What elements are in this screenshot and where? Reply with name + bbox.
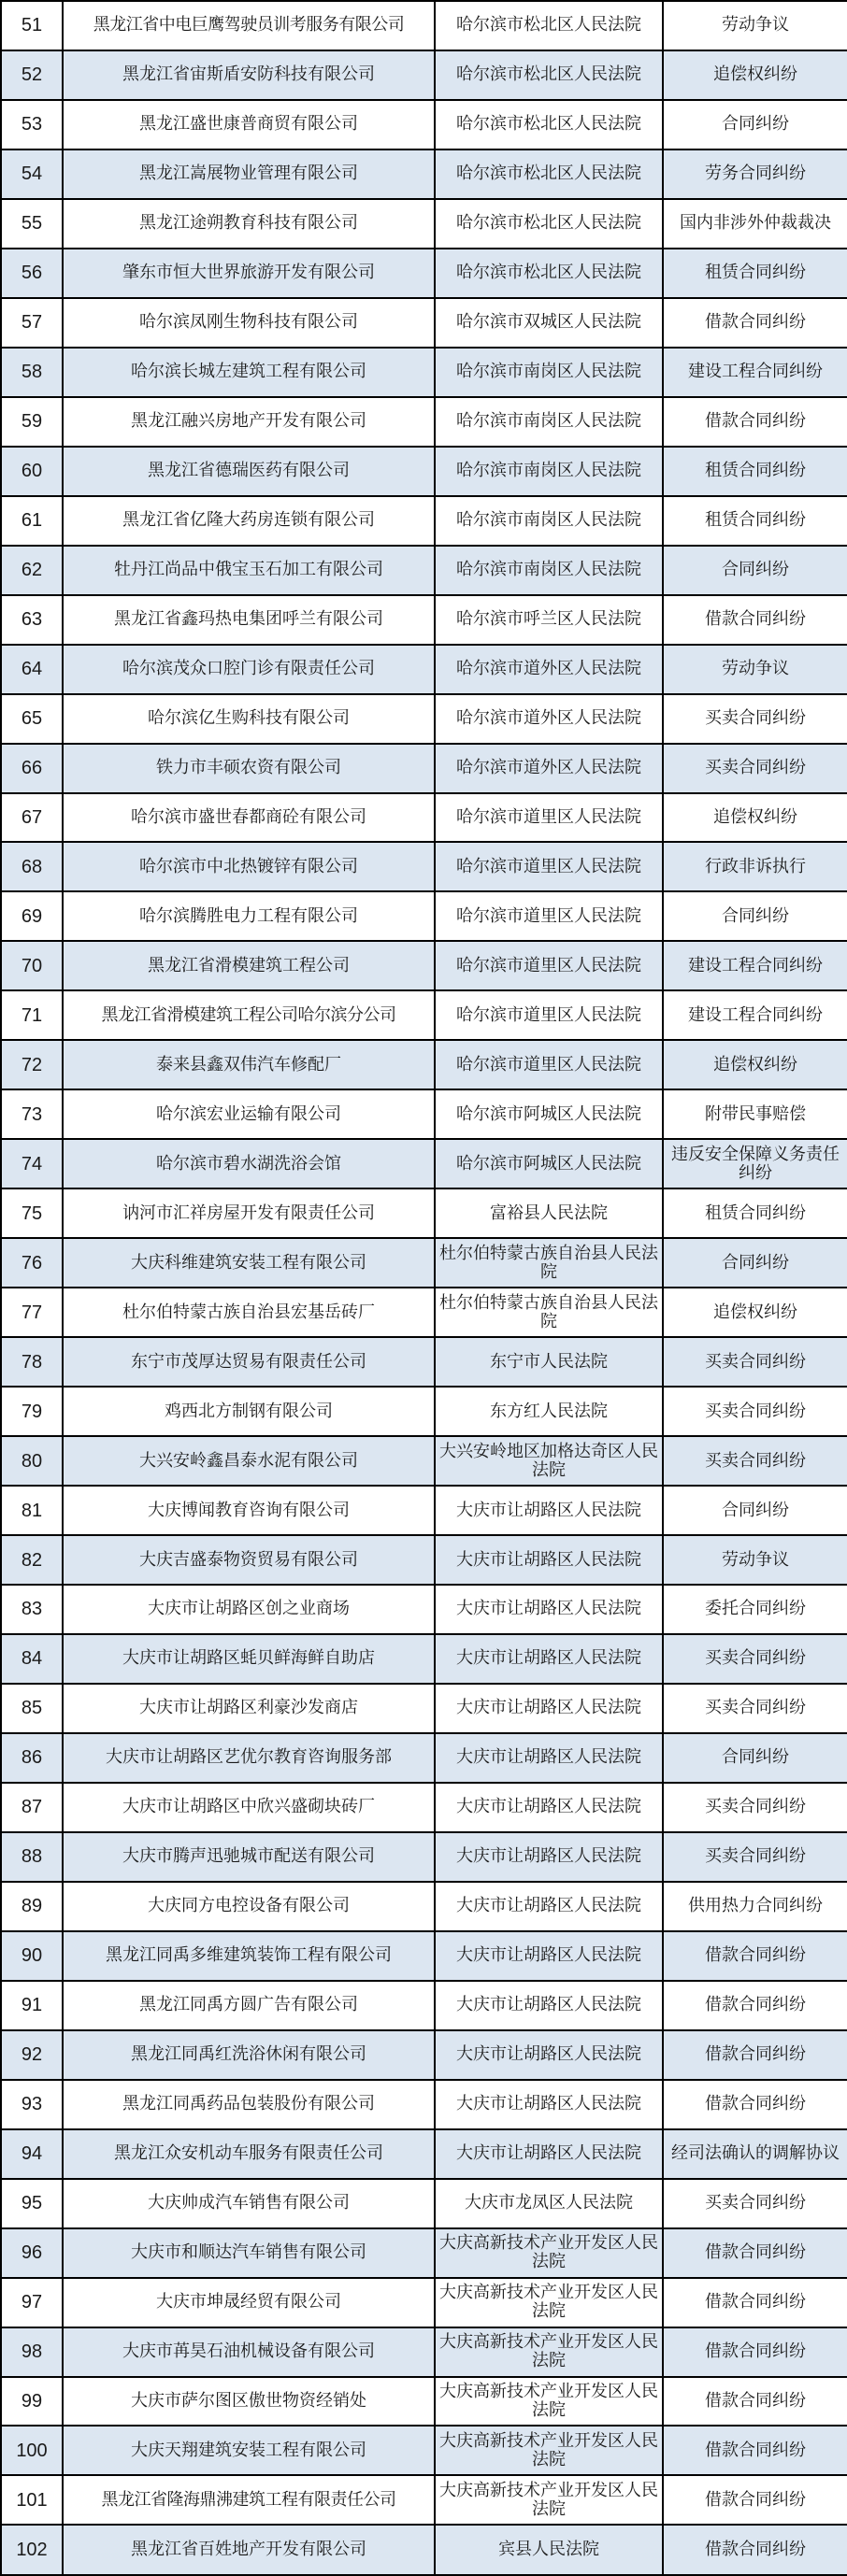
company-name: 大庆市坤晟经贸有限公司	[63, 2278, 435, 2327]
row-number: 72	[1, 1040, 63, 1089]
court-name: 大庆市让胡路区人民法院	[435, 1535, 663, 1585]
court-name: 大庆市让胡路区人民法院	[435, 2129, 663, 2179]
case-type: 买卖合同纠纷	[663, 694, 847, 744]
case-type: 借款合同纠纷	[663, 397, 847, 447]
row-number: 91	[1, 1981, 63, 2030]
table-row	[1, 1634, 847, 1684]
table-row	[1, 1684, 847, 1733]
company-name: 黑龙江融兴房地产开发有限公司	[63, 397, 435, 447]
company-name: 哈尔滨腾胜电力工程有限公司	[63, 891, 435, 941]
court-name: 大庆市让胡路区人民法院	[435, 1634, 663, 1684]
table-row	[1, 891, 847, 941]
case-type: 追偿权纠纷	[663, 1288, 847, 1337]
row-number: 51	[1, 1, 63, 50]
table-row	[1, 2179, 847, 2228]
company-name: 黑龙江省百姓地产开发有限公司	[63, 2525, 435, 2575]
court-name: 哈尔滨市道里区人民法院	[435, 1040, 663, 1089]
row-number: 73	[1, 1089, 63, 1139]
table-row	[1, 1486, 847, 1535]
table-row	[1, 2525, 847, 2575]
company-name: 大庆市让胡路区利豪沙发商店	[63, 1684, 435, 1733]
case-type: 劳动争议	[663, 1, 847, 50]
court-name: 大庆市让胡路区人民法院	[435, 2080, 663, 2129]
case-type: 合同纠纷	[663, 1238, 847, 1288]
company-name: 东宁市茂厚达贸易有限责任公司	[63, 1337, 435, 1387]
court-name: 哈尔滨市道里区人民法院	[435, 793, 663, 843]
table-row	[1, 447, 847, 496]
case-type: 买卖合同纠纷	[663, 744, 847, 793]
company-name: 大庆天翔建筑安装工程有限公司	[63, 2426, 435, 2475]
court-name: 杜尔伯特蒙古族自治县人民法院	[435, 1238, 663, 1288]
row-number: 95	[1, 2179, 63, 2228]
company-name: 黑龙江途朔教育科技有限公司	[63, 199, 435, 249]
case-type: 追偿权纠纷	[663, 793, 847, 843]
table-row	[1, 546, 847, 595]
row-number: 75	[1, 1188, 63, 1238]
court-name: 哈尔滨市道外区人民法院	[435, 694, 663, 744]
case-type: 借款合同纠纷	[663, 2475, 847, 2525]
table-row	[1, 1585, 847, 1634]
court-name: 哈尔滨市松北区人民法院	[435, 50, 663, 100]
company-name: 牡丹江尚品中俄宝玉石加工有限公司	[63, 546, 435, 595]
court-name: 哈尔滨市阿城区人民法院	[435, 1089, 663, 1139]
row-number: 84	[1, 1634, 63, 1684]
company-name: 黑龙江省鑫玛热电集团呼兰有限公司	[63, 595, 435, 645]
case-type: 借款合同纠纷	[663, 2327, 847, 2377]
company-name: 泰来县鑫双伟汽车修配厂	[63, 1040, 435, 1089]
row-number: 85	[1, 1684, 63, 1733]
court-name: 哈尔滨市松北区人民法院	[435, 100, 663, 149]
row-number: 78	[1, 1337, 63, 1387]
table-row	[1, 2377, 847, 2427]
case-type: 借款合同纠纷	[663, 2278, 847, 2327]
table-row	[1, 595, 847, 645]
company-name: 哈尔滨市碧水湖洗浴会馆	[63, 1139, 435, 1188]
case-type: 买卖合同纠纷	[663, 2179, 847, 2228]
court-name: 哈尔滨市道外区人民法院	[435, 744, 663, 793]
row-number: 61	[1, 496, 63, 546]
row-number: 100	[1, 2426, 63, 2475]
row-number: 70	[1, 941, 63, 990]
case-type: 买卖合同纠纷	[663, 1783, 847, 1832]
table-row	[1, 1188, 847, 1238]
row-number: 82	[1, 1535, 63, 1585]
company-name: 大庆市让胡路区艺优尔教育咨询服务部	[63, 1733, 435, 1783]
table-row	[1, 1337, 847, 1387]
table-row	[1, 2327, 847, 2377]
company-name: 大庆同方电控设备有限公司	[63, 1882, 435, 1931]
company-name: 黑龙江同禹多维建筑装饰工程有限公司	[63, 1931, 435, 1981]
case-type: 建设工程合同纠纷	[663, 348, 847, 397]
row-number: 88	[1, 1832, 63, 1882]
case-type: 买卖合同纠纷	[663, 1337, 847, 1387]
table-row	[1, 249, 847, 298]
table-row	[1, 2129, 847, 2179]
company-name: 黑龙江同禹方圆广告有限公司	[63, 1981, 435, 2030]
case-type: 追偿权纠纷	[663, 1040, 847, 1089]
row-number: 55	[1, 199, 63, 249]
row-number: 67	[1, 793, 63, 843]
company-name: 大兴安岭鑫昌泰水泥有限公司	[63, 1436, 435, 1486]
case-type: 借款合同纠纷	[663, 1981, 847, 2030]
row-number: 98	[1, 2327, 63, 2377]
case-type: 国内非涉外仲裁裁决	[663, 199, 847, 249]
court-name: 大庆市让胡路区人民法院	[435, 1585, 663, 1634]
case-type: 违反安全保障义务责任纠纷	[663, 1139, 847, 1188]
row-number: 83	[1, 1585, 63, 1634]
case-type: 买卖合同纠纷	[663, 1832, 847, 1882]
company-name: 哈尔滨茂众口腔门诊有限责任公司	[63, 645, 435, 694]
case-type: 行政非诉执行	[663, 842, 847, 891]
case-type: 供用热力合同纠纷	[663, 1882, 847, 1931]
company-name: 黑龙江盛世康普商贸有限公司	[63, 100, 435, 149]
case-type: 借款合同纠纷	[663, 2030, 847, 2080]
company-name: 哈尔滨市盛世春都商砼有限公司	[63, 793, 435, 843]
row-number: 77	[1, 1288, 63, 1337]
case-type: 合同纠纷	[663, 546, 847, 595]
row-number: 52	[1, 50, 63, 100]
company-name: 大庆市苒昊石油机械设备有限公司	[63, 2327, 435, 2377]
court-name: 哈尔滨市南岗区人民法院	[435, 496, 663, 546]
company-name: 杜尔伯特蒙古族自治县宏基岳砖厂	[63, 1288, 435, 1337]
court-name: 哈尔滨市阿城区人民法院	[435, 1139, 663, 1188]
row-number: 80	[1, 1436, 63, 1486]
case-type: 借款合同纠纷	[663, 2525, 847, 2575]
table-row	[1, 1832, 847, 1882]
table-row	[1, 1931, 847, 1981]
row-number: 58	[1, 348, 63, 397]
row-number: 62	[1, 546, 63, 595]
table-row	[1, 2278, 847, 2327]
case-type: 借款合同纠纷	[663, 595, 847, 645]
company-name: 黑龙江省滑模建筑工程公司哈尔滨分公司	[63, 990, 435, 1040]
court-name: 哈尔滨市南岗区人民法院	[435, 546, 663, 595]
court-name: 大庆高新技术产业开发区人民法院	[435, 2426, 663, 2475]
court-name: 哈尔滨市松北区人民法院	[435, 249, 663, 298]
table-row	[1, 1089, 847, 1139]
company-name: 大庆市萨尔图区傲世物资经销处	[63, 2377, 435, 2427]
table-row	[1, 1436, 847, 1486]
table-row	[1, 793, 847, 843]
row-number: 92	[1, 2030, 63, 2080]
row-number: 71	[1, 990, 63, 1040]
company-name: 鸡西北方制钢有限公司	[63, 1387, 435, 1436]
row-number: 96	[1, 2228, 63, 2278]
case-type: 租赁合同纠纷	[663, 1188, 847, 1238]
case-type: 建设工程合同纠纷	[663, 941, 847, 990]
court-name: 哈尔滨市道外区人民法院	[435, 645, 663, 694]
case-type: 合同纠纷	[663, 1486, 847, 1535]
row-number: 56	[1, 249, 63, 298]
court-name: 大庆市让胡路区人民法院	[435, 1832, 663, 1882]
case-type: 买卖合同纠纷	[663, 1684, 847, 1733]
table-row	[1, 2080, 847, 2129]
court-name: 大庆市让胡路区人民法院	[435, 1783, 663, 1832]
table-row	[1, 199, 847, 249]
company-name: 大庆市让胡路区中欣兴盛砌块砖厂	[63, 1783, 435, 1832]
company-name: 肇东市恒大世界旅游开发有限公司	[63, 249, 435, 298]
company-name: 大庆吉盛泰物资贸易有限公司	[63, 1535, 435, 1585]
row-number: 90	[1, 1931, 63, 1981]
case-type: 委托合同纠纷	[663, 1585, 847, 1634]
company-name: 哈尔滨宏业运输有限公司	[63, 1089, 435, 1139]
row-number: 79	[1, 1387, 63, 1436]
case-type: 劳动争议	[663, 1535, 847, 1585]
table-row	[1, 1733, 847, 1783]
court-name: 东方红人民法院	[435, 1387, 663, 1436]
company-name: 黑龙江省亿隆大药房连锁有限公司	[63, 496, 435, 546]
table-row	[1, 1238, 847, 1288]
case-type: 借款合同纠纷	[663, 2080, 847, 2129]
row-number: 97	[1, 2278, 63, 2327]
court-name: 大庆高新技术产业开发区人民法院	[435, 2228, 663, 2278]
case-type: 借款合同纠纷	[663, 1931, 847, 1981]
row-number: 101	[1, 2475, 63, 2525]
table-row	[1, 1139, 847, 1188]
court-name: 大庆高新技术产业开发区人民法院	[435, 2377, 663, 2427]
table-row	[1, 1783, 847, 1832]
company-name: 黑龙江省德瑞医药有限公司	[63, 447, 435, 496]
court-name: 哈尔滨市松北区人民法院	[435, 149, 663, 199]
case-type: 建设工程合同纠纷	[663, 990, 847, 1040]
court-name: 哈尔滨市道里区人民法院	[435, 842, 663, 891]
court-name: 哈尔滨市松北区人民法院	[435, 199, 663, 249]
case-type: 合同纠纷	[663, 891, 847, 941]
court-name: 大庆市龙凤区人民法院	[435, 2179, 663, 2228]
company-name: 大庆市让胡路区蚝贝鲜海鲜自助店	[63, 1634, 435, 1684]
row-number: 99	[1, 2377, 63, 2427]
row-number: 74	[1, 1139, 63, 1188]
row-number: 94	[1, 2129, 63, 2179]
table-row	[1, 2030, 847, 2080]
table-row	[1, 149, 847, 199]
court-name: 哈尔滨市南岗区人民法院	[435, 397, 663, 447]
court-name: 大庆市让胡路区人民法院	[435, 1684, 663, 1733]
court-name: 大庆市让胡路区人民法院	[435, 1981, 663, 2030]
table-row	[1, 1981, 847, 2030]
case-type: 附带民事赔偿	[663, 1089, 847, 1139]
court-name: 大庆高新技术产业开发区人民法院	[435, 2278, 663, 2327]
company-name: 黑龙江嵩展物业管理有限公司	[63, 149, 435, 199]
table-row	[1, 50, 847, 100]
table-row	[1, 2475, 847, 2525]
court-name: 大庆高新技术产业开发区人民法院	[435, 2327, 663, 2377]
company-name: 哈尔滨凤刚生物科技有限公司	[63, 298, 435, 348]
company-name: 讷河市汇祥房屋开发有限责任公司	[63, 1188, 435, 1238]
case-type: 买卖合同纠纷	[663, 1634, 847, 1684]
row-number: 89	[1, 1882, 63, 1931]
court-name: 大庆市让胡路区人民法院	[435, 1486, 663, 1535]
court-name: 宾县人民法院	[435, 2525, 663, 2575]
table-row	[1, 298, 847, 348]
row-number: 65	[1, 694, 63, 744]
case-type: 合同纠纷	[663, 100, 847, 149]
table-row	[1, 694, 847, 744]
court-name: 大庆市让胡路区人民法院	[435, 2030, 663, 2080]
row-number: 60	[1, 447, 63, 496]
table-row	[1, 348, 847, 397]
case-type: 借款合同纠纷	[663, 2426, 847, 2475]
table-row	[1, 1, 847, 50]
court-name: 哈尔滨市双城区人民法院	[435, 298, 663, 348]
table-row	[1, 496, 847, 546]
company-name: 哈尔滨亿生购科技有限公司	[63, 694, 435, 744]
court-name: 富裕县人民法院	[435, 1188, 663, 1238]
company-name: 大庆市腾声迅驰城市配送有限公司	[63, 1832, 435, 1882]
company-name: 黑龙江同禹红洗浴休闲有限公司	[63, 2030, 435, 2080]
case-type: 劳务合同纠纷	[663, 149, 847, 199]
court-name: 哈尔滨市道里区人民法院	[435, 941, 663, 990]
case-type: 经司法确认的调解协议	[663, 2129, 847, 2179]
table-row	[1, 645, 847, 694]
case-type: 买卖合同纠纷	[663, 1436, 847, 1486]
table-row	[1, 1882, 847, 1931]
court-name: 大庆高新技术产业开发区人民法院	[435, 2475, 663, 2525]
row-number: 63	[1, 595, 63, 645]
table-row	[1, 1288, 847, 1337]
company-name: 黑龙江省隆海鼎沸建筑工程有限责任公司	[63, 2475, 435, 2525]
row-number: 76	[1, 1238, 63, 1288]
court-name: 哈尔滨市南岗区人民法院	[435, 447, 663, 496]
company-name: 黑龙江同禹药品包装股份有限公司	[63, 2080, 435, 2129]
court-name: 大庆市让胡路区人民法院	[435, 1882, 663, 1931]
company-name: 哈尔滨市中北热镀锌有限公司	[63, 842, 435, 891]
row-number: 102	[1, 2525, 63, 2575]
company-name: 大庆市和顺达汽车销售有限公司	[63, 2228, 435, 2278]
table-row	[1, 100, 847, 149]
company-name: 黑龙江省宙斯盾安防科技有限公司	[63, 50, 435, 100]
case-type: 买卖合同纠纷	[663, 1387, 847, 1436]
case-type: 借款合同纠纷	[663, 298, 847, 348]
table-row	[1, 941, 847, 990]
company-name: 哈尔滨长城左建筑工程有限公司	[63, 348, 435, 397]
table-row	[1, 842, 847, 891]
row-number: 57	[1, 298, 63, 348]
company-name: 大庆市让胡路区创之业商场	[63, 1585, 435, 1634]
court-name: 大庆市让胡路区人民法院	[435, 1931, 663, 1981]
company-name: 黑龙江省滑模建筑工程公司	[63, 941, 435, 990]
case-type: 租赁合同纠纷	[663, 447, 847, 496]
row-number: 64	[1, 645, 63, 694]
table-row	[1, 990, 847, 1040]
company-name: 黑龙江众安机动车服务有限责任公司	[63, 2129, 435, 2179]
court-name: 哈尔滨市松北区人民法院	[435, 1, 663, 50]
case-type: 借款合同纠纷	[663, 2228, 847, 2278]
row-number: 86	[1, 1733, 63, 1783]
case-type: 劳动争议	[663, 645, 847, 694]
case-type: 租赁合同纠纷	[663, 496, 847, 546]
table-row	[1, 744, 847, 793]
company-name: 大庆帅成汽车销售有限公司	[63, 2179, 435, 2228]
company-name: 铁力市丰硕农资有限公司	[63, 744, 435, 793]
table-row	[1, 397, 847, 447]
court-name: 杜尔伯特蒙古族自治县人民法院	[435, 1288, 663, 1337]
court-name: 东宁市人民法院	[435, 1337, 663, 1387]
row-number: 59	[1, 397, 63, 447]
table-row	[1, 2426, 847, 2475]
row-number: 68	[1, 842, 63, 891]
company-name: 黑龙江省中电巨鹰驾驶员训考服务有限公司	[63, 1, 435, 50]
row-number: 66	[1, 744, 63, 793]
table-row	[1, 1535, 847, 1585]
row-number: 93	[1, 2080, 63, 2129]
table-body	[1, 1, 847, 2575]
court-name: 大兴安岭地区加格达奇区人民法院	[435, 1436, 663, 1486]
case-type: 租赁合同纠纷	[663, 249, 847, 298]
row-number: 54	[1, 149, 63, 199]
table-row	[1, 1387, 847, 1436]
court-name: 哈尔滨市道里区人民法院	[435, 990, 663, 1040]
row-number: 53	[1, 100, 63, 149]
table-row	[1, 2228, 847, 2278]
row-number: 87	[1, 1783, 63, 1832]
court-name: 哈尔滨市呼兰区人民法院	[435, 595, 663, 645]
court-name: 哈尔滨市道里区人民法院	[435, 891, 663, 941]
case-type: 追偿权纠纷	[663, 50, 847, 100]
table-row	[1, 1040, 847, 1089]
case-type: 合同纠纷	[663, 1733, 847, 1783]
company-name: 大庆博闻教育咨询有限公司	[63, 1486, 435, 1535]
case-type: 借款合同纠纷	[663, 2377, 847, 2427]
court-name: 哈尔滨市南岗区人民法院	[435, 348, 663, 397]
row-number: 69	[1, 891, 63, 941]
row-number: 81	[1, 1486, 63, 1535]
company-name: 大庆科维建筑安装工程有限公司	[63, 1238, 435, 1288]
court-name: 大庆市让胡路区人民法院	[435, 1733, 663, 1783]
